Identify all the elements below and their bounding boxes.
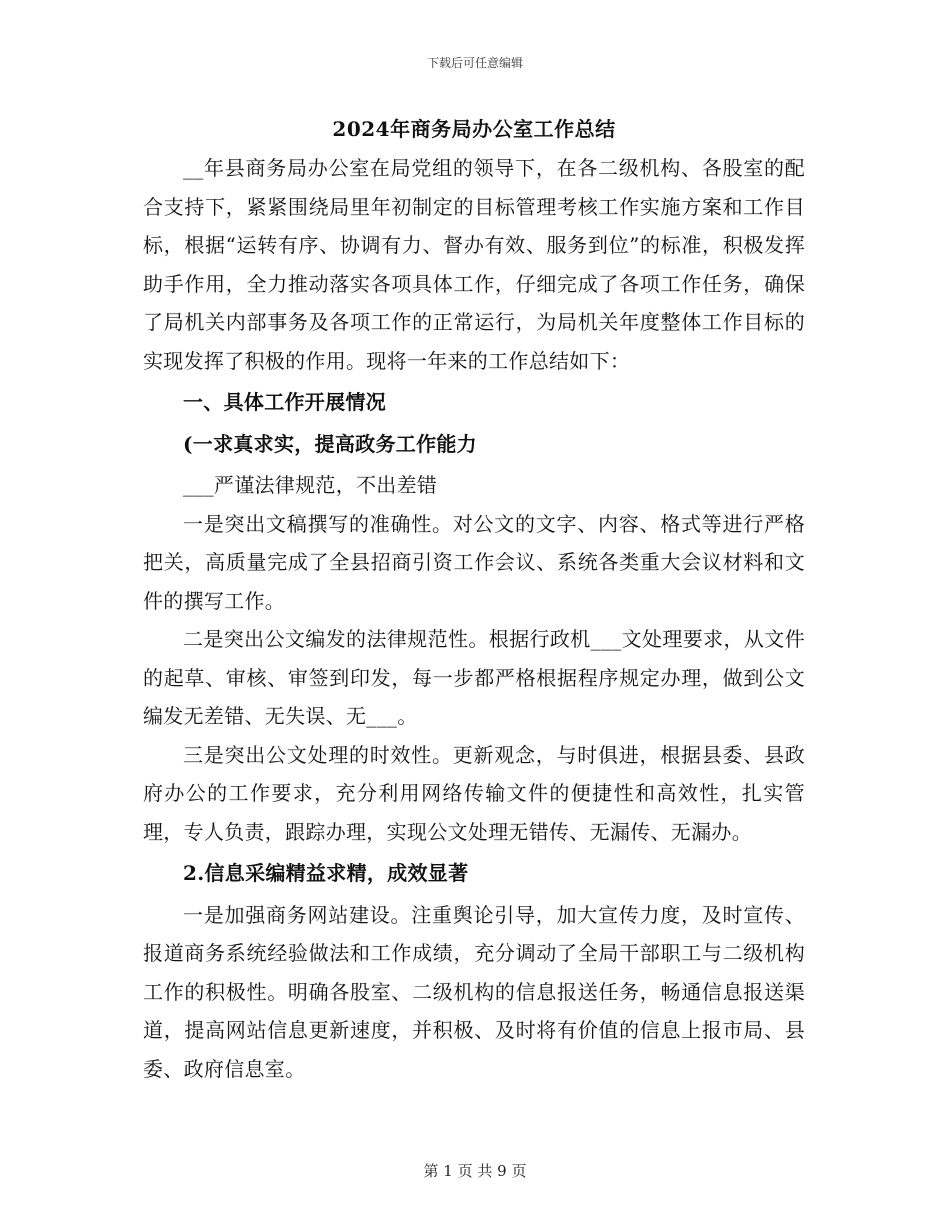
item1-paragraph-1: 一是突出文稿撰写的准确性。对公文的文字、内容、格式等进行严格把关，高质量完成了全县招商引资工作会议、系统各类重大会议材料和文件的撰写工作。 <box>143 511 805 613</box>
document-body <box>143 113 805 1088</box>
subsection-heading-1: (一求真求实，提高政务工作能力 <box>183 431 477 456</box>
item-heading-1: ___严谨法律规范，不出差错 <box>183 473 438 497</box>
page-footer-number: 第 1 页 共 9 页 <box>423 1162 527 1180</box>
item-heading-2: 2.信息采编精益求精，成效显著 <box>183 861 469 885</box>
item1-paragraph-3: 三是突出公文处理的时效性。更新观念，与时俱进，根据县委、县政府办公的工作要求，充分利用网络传输文件的便捷性和高效性，扎实管理，专人负责，跟踪办理，实现公文处理无错传、无漏传、无漏办。 <box>143 742 805 844</box>
document-title: 2024年商务局办公室工作总结 <box>332 117 616 141</box>
page-header-note: 下载后可任意编辑 <box>426 56 523 70</box>
item2-paragraph-1: 一是加强商务网站建设。注重舆论引导，加大宣传力度，及时宣传、报道商务系统经验做法和工作成绩，充分调动了全局干部职工与二级机构工作的积极性。明确各股室、二级机构的信息报送任务，畅通信息报送渠道，提高网站信息更新速度，并积极、及时将有价值的信息上报市局、县委、政府信息室。 <box>143 902 805 1081</box>
intro-paragraph: __年县商务局办公室在局党组的领导下，在各二级机构、各股室的配合支持下，紧紧围绕局里年初制定的目标管理考核工作实施方案和工作目标，根据“运转有序、协调有力、督办有效、服务到位”的标准，积极发挥助手作用，全力推动落实各项具体工作，仔细完成了各项工作任务，确保了局机关内部事务及各项工作的正常运行，为局机关年度整体工作目标的实现发挥了积极的作用。现将一年来的工作总结如下： <box>143 156 805 373</box>
item1-paragraph-2: 二是突出公文编发的法律规范性。根据行政机___文处理要求，从文件的起草、审核、审签到印发，每一步都严格根据程序规定办理，做到公文编发无差错、无失误、无___。 <box>143 627 805 728</box>
section-heading-1: 一、具体工作开展情况 <box>183 390 386 414</box>
